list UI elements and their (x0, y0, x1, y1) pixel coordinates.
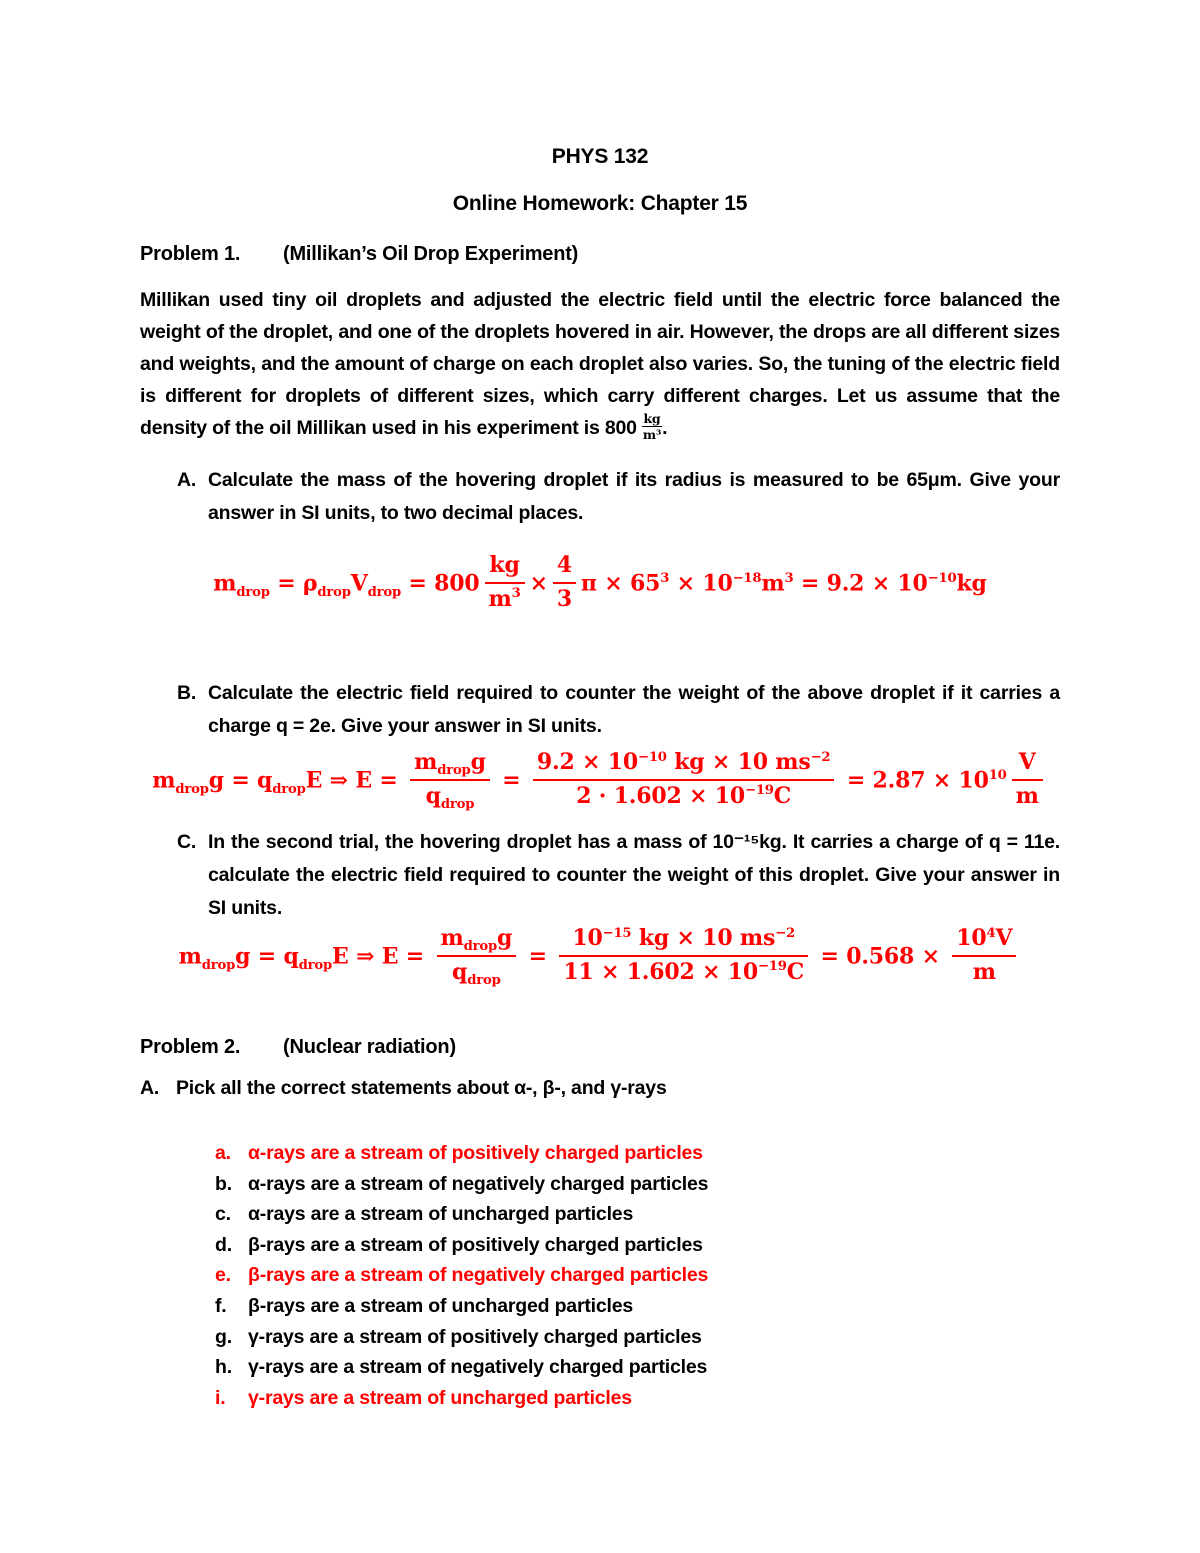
option-c-marker: c. (215, 1203, 231, 1226)
problem2-part-a (140, 1077, 1060, 1100)
part-c-solution-formula: $m_{drop}g = q_{drop}E$ ⇒ E = $\frac{m_{drop}g}{q_{drop}}$ = $\frac{10^{-15} kg \times 10 ms^{-2}}{11 \times 1.602 \times 10^{-19}C}$ = 0.568 × $\frac{10^4V}{m}$ (140, 927, 1060, 988)
option-h (215, 1352, 1060, 1383)
option-d (215, 1230, 1060, 1261)
part-b-solution-formula: $m_{drop}g = q_{drop}E$ ⇒ E = $\frac{m_{drop}g}{q_{drop}}$ = $\frac{9.2 \times 10^{-10} kg \times 10 ms^{-2}}{2 \cdot 1.602 \times 10^{-19}C}$ = $2.87 \times 10^{10}$ $\frac{V}{m}$ (140, 751, 1060, 812)
option-a (215, 1138, 1060, 1169)
part-b-question: Calculate the electric field required to counter the weight of the above droplet if it carries a charge q = 2e. Give your answer in SI units. (208, 682, 1060, 738)
problem2-part-a-marker: A. (140, 1077, 160, 1100)
option-i (215, 1383, 1060, 1414)
part-a-solution-formula: $m_{drop} = \rho_{drop}V_{drop} = 800$ $\frac{kg}{m^3}$ × $\frac{4}{3}$ $\pi \times 65^3 \times 10^{-18}m^3 = 9.2 \times 10^{-10}kg$ (213, 552, 987, 612)
density-unit-numerator: kg (643, 410, 661, 426)
option-e-marker: e. (215, 1264, 231, 1287)
doc-title: PHYS 132 (551, 145, 649, 168)
part-a-marker: A. (177, 469, 197, 492)
option-d-marker: d. (215, 1233, 232, 1256)
problem1-part-a (140, 464, 1060, 530)
option-f-text: β-rays are a stream of uncharged particles (248, 1295, 633, 1318)
problem1-part-c (140, 826, 1060, 925)
option-a-text: α-rays are a stream of positively charged particles (248, 1142, 703, 1165)
density-unit-fraction (642, 412, 662, 443)
problem1-heading (140, 243, 1060, 266)
density-unit-denominator: m³ (642, 427, 662, 443)
option-d-text: β-rays are a stream of positively charged particles (248, 1233, 703, 1256)
option-h-text: γ-rays are a stream of negatively charged particles (248, 1356, 708, 1379)
option-f (215, 1291, 1060, 1322)
answer-options-list (140, 1138, 1060, 1413)
option-c-text: α-rays are a stream of uncharged particles (248, 1203, 634, 1226)
problem2-label: Problem 2. (140, 1036, 241, 1059)
problem2-title: (Nuclear radiation) (283, 1036, 456, 1059)
part-b-marker: B. (177, 682, 197, 705)
option-b (215, 1169, 1060, 1200)
problem1-intro-text: Millikan used tiny oil droplets and adjusted the electric field until the electric force balanced the weight of the droplet, and one of the droplets hovered in air. However, the drops are all different sizes and weights, and the amount of charge on each droplet also varies. So, the tuning of the electric field is different for droplets of different sizes, which carry different charges. Let us assume that the density of the oil Millikan used in his experiment is 800 (140, 289, 1060, 439)
option-b-marker: b. (215, 1172, 232, 1195)
option-c (215, 1199, 1060, 1230)
problem1-part-b (140, 677, 1060, 743)
part-c-question: In the second trial, the hovering droplet has a mass of 10⁻¹⁵kg. It carries a charge of q = 11e. calculate the electric field required to counter the weight of this droplet. Give your answer in SI units. (208, 831, 1060, 920)
part-c-marker: C. (177, 831, 197, 854)
option-i-text: γ-rays are a stream of uncharged particles (248, 1386, 632, 1409)
option-b-text: α-rays are a stream of negatively charged particles (248, 1172, 709, 1195)
problem1-intro-period: . (662, 417, 668, 439)
part-a-question: Calculate the mass of the hovering droplet if its radius is measured to be 65μm. Give your answer in SI units, to two decimal places. (208, 469, 1060, 525)
option-e (215, 1260, 1060, 1291)
problem1-label: Problem 1. (140, 243, 241, 265)
option-g-marker: g. (215, 1325, 232, 1348)
option-a-marker: a. (215, 1142, 231, 1165)
problem2-heading (140, 1036, 1060, 1059)
option-h-marker: h. (215, 1356, 232, 1379)
option-g (215, 1322, 1060, 1353)
option-g-text: γ-rays are a stream of positively charged particles (248, 1325, 702, 1348)
option-i-marker: i. (215, 1386, 226, 1409)
option-e-text: β-rays are a stream of negatively charged particles (248, 1264, 709, 1287)
problem2-part-a-question: Pick all the correct statements about α-, β-, and γ-rays (176, 1077, 667, 1100)
doc-subtitle: Online Homework: Chapter 15 (452, 192, 748, 215)
problem1-intro-paragraph (140, 284, 1060, 444)
option-f-marker: f. (215, 1295, 227, 1318)
problem1-title: (Millikan’s Oil Drop Experiment) (283, 243, 579, 265)
